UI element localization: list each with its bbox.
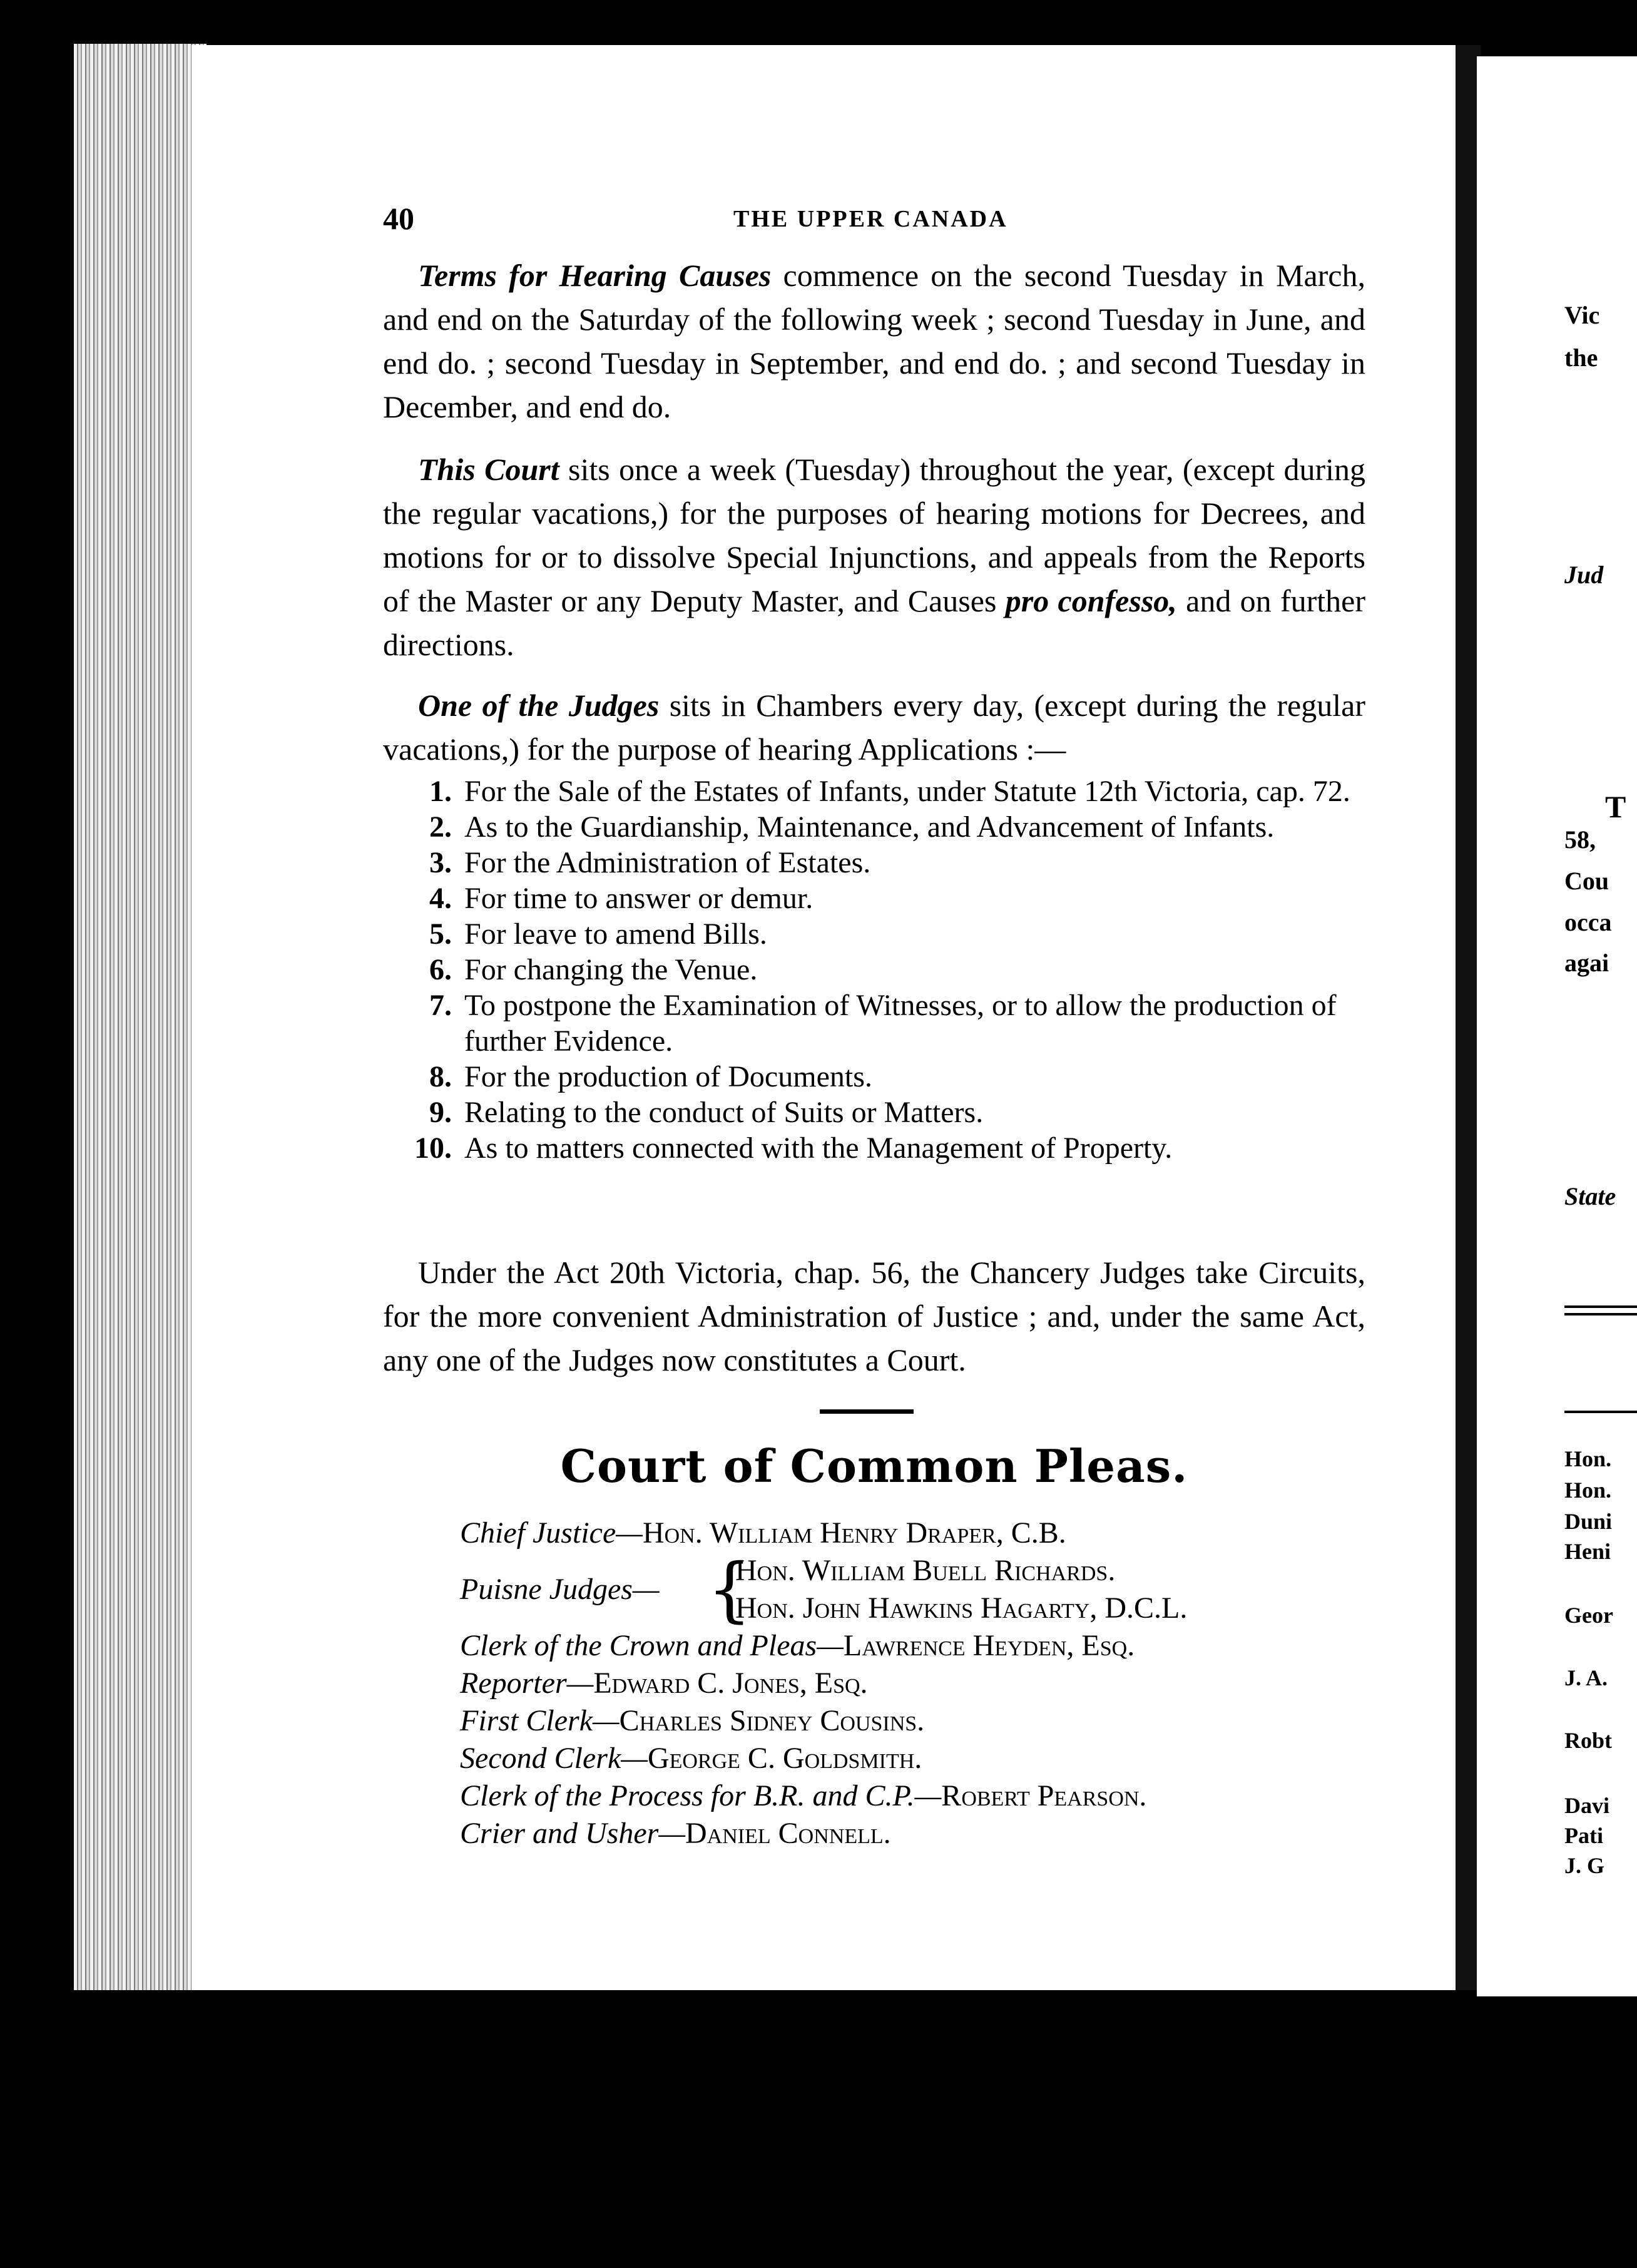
list-item (383, 881, 1365, 916)
officer-name: Lawrence Heyden, Esq. (843, 1629, 1135, 1662)
officer-name: George C. Goldsmith. (647, 1742, 922, 1775)
list-number: 6. (429, 953, 452, 986)
list-text: For leave to amend Bills. (464, 917, 767, 951)
list-text: Relating to the conduct of Suits or Matters. (464, 1096, 984, 1129)
officer-first-clerk (460, 1702, 1399, 1740)
facing-fragment: J. A. (1564, 1665, 1608, 1690)
list-text: For the production of Documents. (464, 1060, 872, 1093)
officer-role: Crier and Usher— (460, 1817, 686, 1850)
officer-name: Edward C. Jones, Esq. (593, 1667, 868, 1700)
chambers-paragraph (383, 683, 1365, 771)
officer-role: First Clerk— (460, 1704, 620, 1737)
officer-chief-justice (460, 1515, 1399, 1552)
list-item (383, 1130, 1365, 1166)
page-edges (74, 44, 207, 1990)
facing-fragment: agai (1564, 949, 1609, 977)
facing-fragment: Heni (1564, 1539, 1611, 1564)
list-text: For the Sale of the Estates of Infants, under Statute 12th Victoria, cap. 72. (464, 775, 1350, 808)
list-number: 5. (429, 917, 452, 951)
facing-fragment: Robt (1564, 1728, 1613, 1753)
page-number: 40 (383, 201, 414, 236)
list-text: For changing the Venue. (464, 953, 758, 986)
list-text: To postpone the Examination of Witnesses, or to allow the production of further Evidence. (464, 989, 1337, 1058)
facing-fragment: the (1564, 344, 1598, 372)
facing-fragment: J. G (1564, 1853, 1605, 1878)
list-text: For the Administration of Estates. (464, 846, 871, 879)
officer-reporter (460, 1665, 1399, 1702)
list-text: For time to answer or demur. (464, 882, 813, 915)
list-number: 9. (429, 1096, 452, 1129)
facing-page (1477, 56, 1637, 1996)
terms-paragraph (383, 253, 1365, 429)
section-title: Court of Common Pleas. (560, 1439, 1188, 1493)
list-item (383, 1059, 1365, 1095)
facing-fragment: Hon. (1564, 1446, 1612, 1471)
list-item (383, 952, 1365, 988)
running-head: THE UPPER CANADA (733, 206, 1008, 232)
list-number: 1. (429, 775, 452, 808)
list-number: 2. (429, 810, 452, 844)
terms-text: commence on the second Tuesday in March, and end on the Saturday of the following week ; second Tuesday in June, and end do. ; second Tuesday in September, and end do. ; and second Tuesday in December, and end do. (383, 258, 1365, 424)
chambers-lead: One of the Judges (418, 688, 660, 723)
circuits-paragraph: Under the Act 20th Victoria, chap. 56, the Chancery Judges take Circuits, for the more convenient Administration of Justice ; and, under the same Act, any one of the Judges now constitutes a Court. (383, 1255, 1365, 1377)
list-number: 10. (414, 1131, 452, 1165)
officer-name: Hon. William Henry Draper, C.B. (642, 1516, 1066, 1550)
officer-role: Puisne Judges— (460, 1573, 660, 1606)
facing-rule (1564, 1313, 1637, 1315)
facing-fragment: State (1564, 1182, 1616, 1210)
officer-role: Reporter— (460, 1667, 594, 1700)
officer-name: Robert Pearson. (941, 1779, 1147, 1812)
sittings-emph: pro confesso, (1005, 583, 1177, 618)
facing-fragment: Jud (1564, 561, 1604, 589)
sittings-text-1: sits once a week (Tuesday) throughout the year, (except during the regular vacations,) for the purposes of hearing motions for Decrees, and motions for or to dissolve Special Injunctions, and appeals from the Reports of the Master or any Deputy Master, and Causes (383, 452, 1365, 618)
facing-fragment: Duni (1564, 1509, 1613, 1534)
sittings-paragraph (383, 447, 1365, 667)
facing-fragment: 58, (1564, 825, 1596, 854)
facing-fragment: Davi (1564, 1793, 1609, 1818)
officer-role: Clerk of the Process for B.R. and C.P.— (460, 1779, 942, 1812)
section-divider (820, 1409, 914, 1414)
officer-clerk-crown (460, 1627, 1399, 1665)
list-item (383, 1095, 1365, 1130)
list-item (383, 988, 1365, 1059)
list-item (383, 916, 1365, 952)
facing-fragment: T (1605, 789, 1626, 824)
list-text: As to the Guardianship, Maintenance, and Advancement of Infants. (464, 810, 1275, 844)
brace-glyph: { (707, 1549, 752, 1630)
officer-name: Hon. William Buell Richards. (735, 1554, 1116, 1587)
officer-name: Daniel Connell. (685, 1817, 891, 1850)
officer-puisne-judges (460, 1549, 1399, 1630)
list-number: 4. (429, 882, 452, 915)
sittings-lead: This Court (418, 452, 559, 487)
chambers-text: sits in Chambers every day, (except during the regular vacations,) for the purpose of hearing Applications :— (383, 688, 1365, 767)
officer-role: Second Clerk— (460, 1742, 648, 1775)
facing-rule (1564, 1305, 1637, 1308)
facing-fragment: Pati (1564, 1823, 1603, 1848)
list-number: 3. (429, 846, 452, 879)
page-header (383, 200, 1359, 250)
officers-list (460, 1515, 1399, 1852)
facing-fragment: Geor (1564, 1603, 1613, 1628)
facing-fragment: Hon. (1564, 1478, 1612, 1503)
facing-fragment: Vic (1564, 301, 1600, 329)
officer-name: Hon. John Hawkins Hagarty, D.C.L. (735, 1591, 1188, 1625)
list-item (383, 845, 1365, 881)
officer-role: Chief Justice— (460, 1516, 643, 1550)
facing-rule (1564, 1411, 1637, 1413)
officer-name: Charles Sidney Cousins. (619, 1704, 925, 1737)
list-item (383, 774, 1365, 809)
officer-crier (460, 1815, 1399, 1852)
terms-lead: Terms for Hearing Causes (418, 258, 772, 293)
sittings-text-2: and on further directions. (383, 583, 1366, 662)
list-number: 7. (429, 989, 452, 1022)
officer-second-clerk (460, 1740, 1399, 1777)
applications-list (383, 774, 1365, 1166)
officer-clerk-process (460, 1777, 1399, 1815)
facing-fragment: occa (1564, 908, 1612, 936)
list-text: As to matters connected with the Management of Property. (464, 1131, 1173, 1165)
list-number: 8. (429, 1060, 452, 1093)
list-item (383, 809, 1365, 845)
facing-fragment: Cou (1564, 867, 1609, 895)
officer-role: Clerk of the Crown and Pleas— (460, 1629, 844, 1662)
